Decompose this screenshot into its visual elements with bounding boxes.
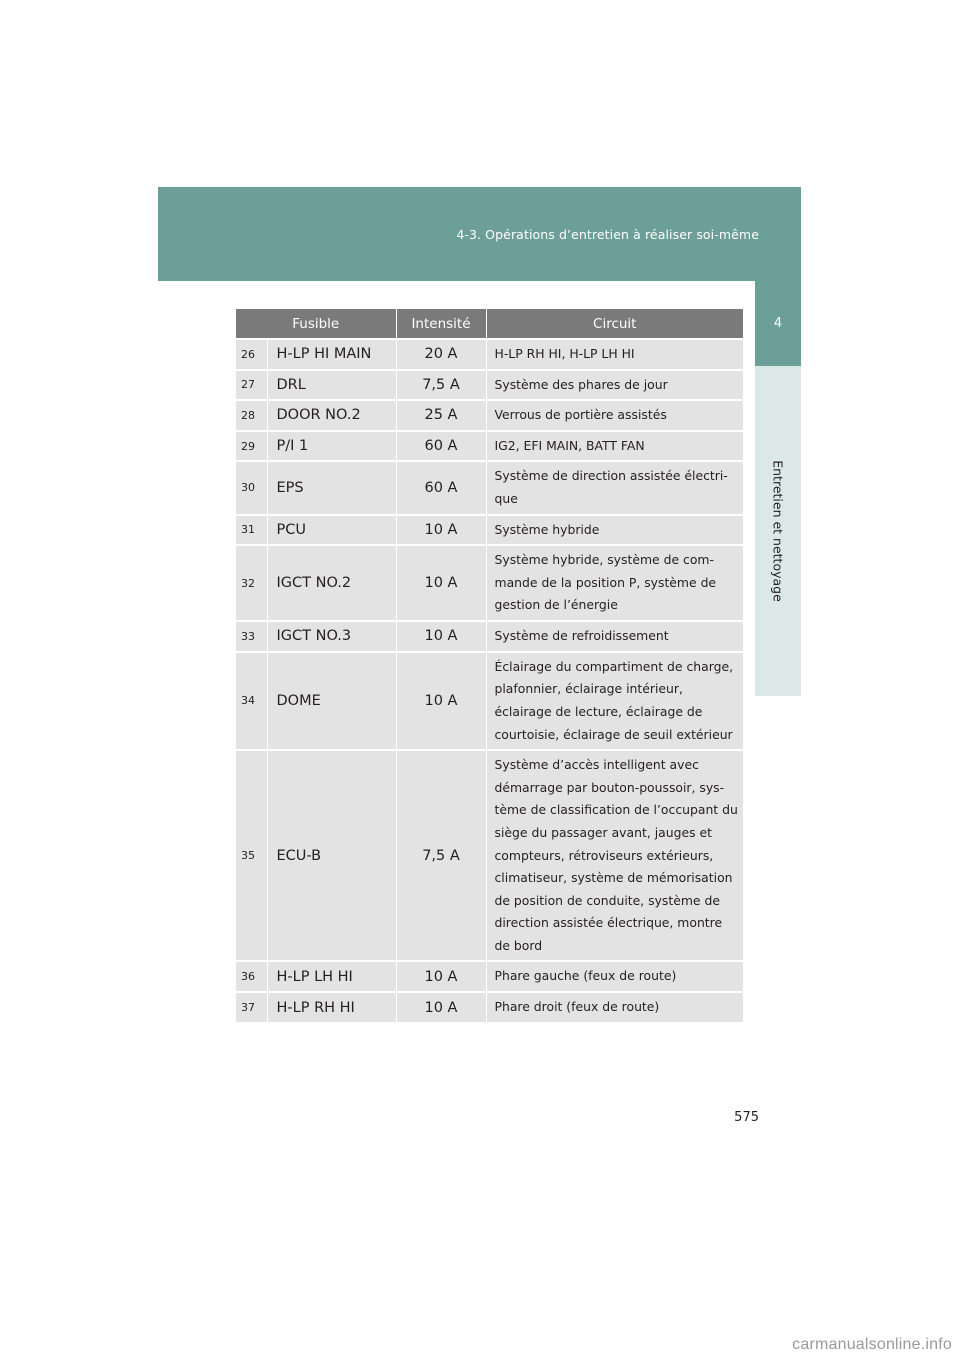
fuse-amperage: 7,5 A — [396, 750, 486, 961]
fuse-name: PCU — [267, 515, 396, 546]
fuse-number: 37 — [236, 992, 267, 1022]
chapter-number-tab: 4 — [755, 281, 801, 366]
fuse-amperage: 60 A — [396, 431, 486, 462]
fuse-number: 29 — [236, 431, 267, 462]
table-row — [236, 400, 743, 431]
fuse-name: IGCT NO.3 — [267, 621, 396, 652]
section-title: 4-3. Opérations d’entretien à réaliser soi-même — [456, 227, 759, 242]
fuse-circuit: Phare gauche (feux de route) — [486, 961, 743, 992]
table-header-row — [236, 309, 743, 339]
fuse-circuit: Système des phares de jour — [486, 370, 743, 401]
fuse-number: 27 — [236, 370, 267, 401]
fuse-name: DRL — [267, 370, 396, 401]
fuse-name: DOME — [267, 652, 396, 750]
fuse-amperage: 10 A — [396, 515, 486, 546]
table-row — [236, 621, 743, 652]
table-row — [236, 370, 743, 401]
fuse-circuit: Système hybride, système de com-mande de la position P, système de gestion de l’énergie — [486, 545, 743, 621]
fuse-number: 31 — [236, 515, 267, 546]
table-row — [236, 431, 743, 462]
fuse-number: 33 — [236, 621, 267, 652]
fuse-circuit: Système de refroidissement — [486, 621, 743, 652]
table-row — [236, 750, 743, 961]
table-row — [236, 545, 743, 621]
fuse-amperage: 60 A — [396, 461, 486, 514]
fuse-circuit: Système d’accès intelligent avec démarrage par bouton-poussoir, sys-tème de classification de l’occupant du siège du passager avant, jauges et compteurs, rétroviseurs extérieurs, climatiseur, système de mémorisation de position de conduite, système de direction assistée électrique, montre de bord — [486, 750, 743, 961]
page-number: 575 — [734, 1110, 759, 1125]
table-row — [236, 339, 743, 370]
fuse-circuit: Verrous de portière assistés — [486, 400, 743, 431]
fuse-circuit: Éclairage du compartiment de charge, plafonnier, éclairage intérieur, éclairage de lecture, éclairage de courtoisie, éclairage de seuil extérieur — [486, 652, 743, 750]
column-header-fuse: Fusible — [236, 309, 396, 339]
fuse-amperage: 10 A — [396, 652, 486, 750]
fuse-name: DOOR NO.2 — [267, 400, 396, 431]
fuse-number: 36 — [236, 961, 267, 992]
table-row — [236, 961, 743, 992]
fuse-circuit: IG2, EFI MAIN, BATT FAN — [486, 431, 743, 462]
fuse-circuit: Système hybride — [486, 515, 743, 546]
watermark: carmanualsonline.info — [792, 1336, 952, 1353]
fuse-name: P/I 1 — [267, 431, 396, 462]
fuse-amperage: 25 A — [396, 400, 486, 431]
fuse-amperage: 7,5 A — [396, 370, 486, 401]
fuse-amperage: 10 A — [396, 961, 486, 992]
fuse-number: 28 — [236, 400, 267, 431]
fuse-name: H-LP RH HI — [267, 992, 396, 1022]
fuse-name: H-LP HI MAIN — [267, 339, 396, 370]
fuse-amperage: 20 A — [396, 339, 486, 370]
fuse-amperage: 10 A — [396, 621, 486, 652]
table-row — [236, 461, 743, 514]
fuse-table — [236, 309, 743, 1022]
fuse-number: 30 — [236, 461, 267, 514]
table-row — [236, 515, 743, 546]
chapter-label-tab — [755, 366, 801, 696]
fuse-number: 26 — [236, 339, 267, 370]
column-header-circuit: Circuit — [486, 309, 743, 339]
fuse-number: 32 — [236, 545, 267, 621]
table-row — [236, 992, 743, 1022]
fuse-name: EPS — [267, 461, 396, 514]
fuse-circuit: Système de direction assistée électri-que — [486, 461, 743, 514]
fuse-amperage: 10 A — [396, 545, 486, 621]
fuse-name: ECU-B — [267, 750, 396, 961]
fuse-name: IGCT NO.2 — [267, 545, 396, 621]
table-row — [236, 652, 743, 750]
fuse-number: 34 — [236, 652, 267, 750]
fuse-amperage: 10 A — [396, 992, 486, 1022]
chapter-label: Entretien et nettoyage — [770, 460, 786, 602]
fuse-circuit: Phare droit (feux de route) — [486, 992, 743, 1022]
section-header-band — [158, 187, 801, 281]
fuse-name: H-LP LH HI — [267, 961, 396, 992]
fuse-number: 35 — [236, 750, 267, 961]
column-header-amperage: Intensité — [396, 309, 486, 339]
fuse-circuit: H-LP RH HI, H-LP LH HI — [486, 339, 743, 370]
